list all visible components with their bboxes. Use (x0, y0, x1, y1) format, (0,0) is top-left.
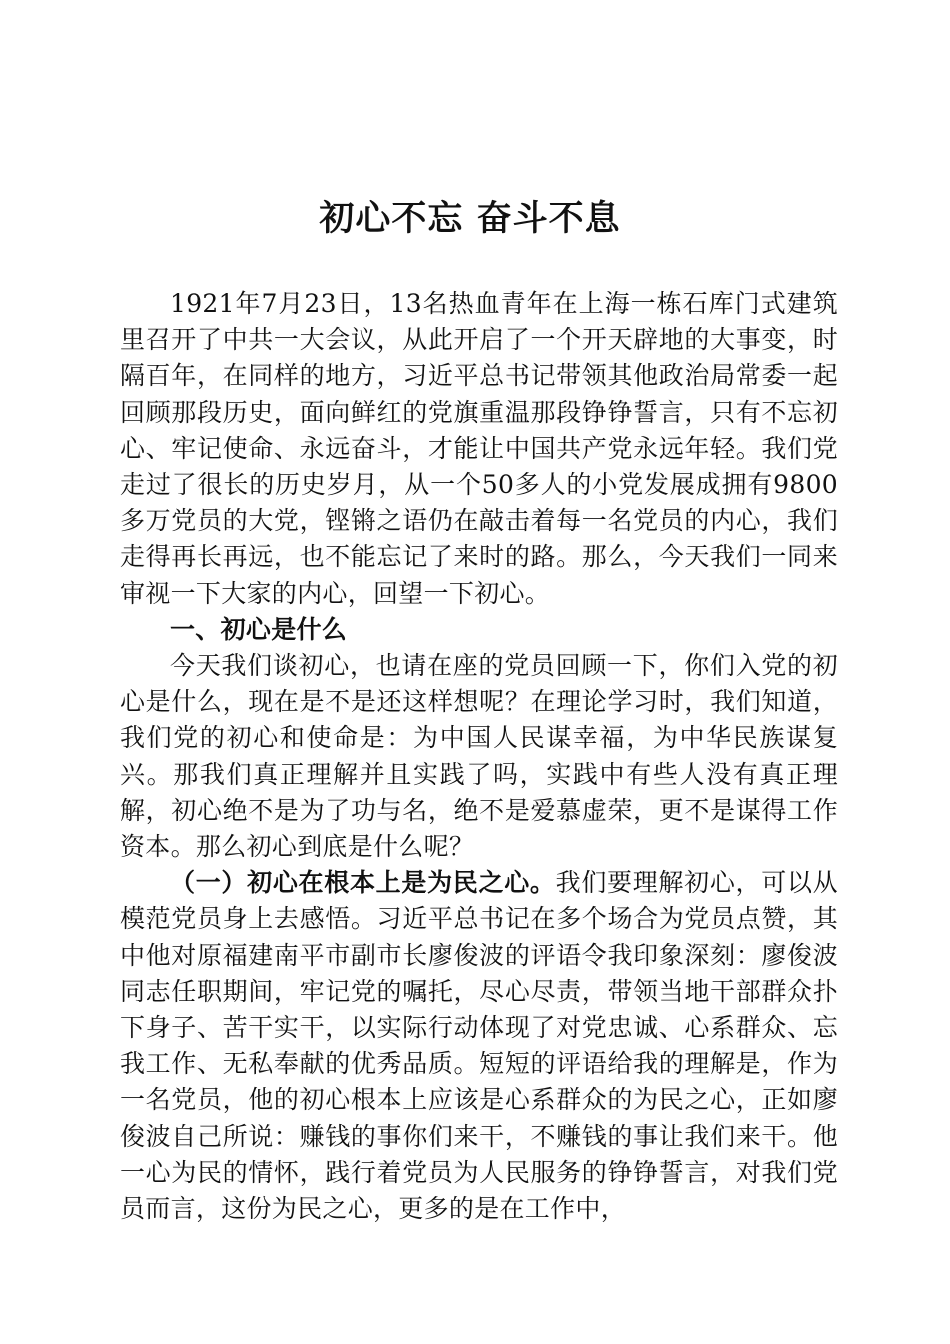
document-body (120, 286, 838, 1227)
subsection-text: 我们要理解初心，可以从模范党员身上去感悟。习近平总书记在多个场合为党员点赞，其中他对原福建南平市副市长廖俊波的评语令我印象深刻：廖俊波同志任职期间，牢记党的嘱托，尽心尽责，带领当地干部群众扑下身子、苦干实干，以实际行动体现了对党忠诚、心系群众、忘我工作、无私奉献的优秀品质。短短的评语给我的理解是，作为一名党员，他的初心根本上应该是心系群众的为民之心，正如廖俊波自己所说：赚钱的事你们来干，不赚钱的事让我们来干。他一心为民的情怀，践行着党员为人民服务的铮铮誓言，对我们党员而言，这份为民之心，更多的是在工作中， (120, 868, 838, 1224)
paragraph-intro: 1921年7月23日，13名热血青年在上海一栋石库门式建筑里召开了中共一大会议，从此开启了一个开天辟地的大事变，时隔百年，在同样的地方，习近平总书记带领其他政治局常委一起回顾那段历史，面向鲜红的党旗重温那段铮铮誓言，只有不忘初心、牢记使命、永远奋斗，才能让中国共产党永远年轻。我们党走过了很长的历史岁月，从一个50多人的小党发展成拥有9800多万党员的大党，铿锵之语仍在敲击着每一名党员的内心，我们走得再长再远，也不能忘记了来时的路。那么，今天我们一同来审视一下大家的内心，回望一下初心。 (120, 289, 838, 608)
paragraph-subsection1 (120, 865, 838, 1227)
subsection-heading: （一）初心在根本上是为民之心。 (170, 868, 556, 898)
section-heading: 一、初心是什么 (170, 614, 348, 644)
paragraph-section1: 今天我们谈初心，也请在座的党员回顾一下，你们入党的初心是什么，现在是不是还这样想呢？在理论学习时，我们知道，我们党的初心和使命是：为中国人民谋幸福，为中华民族谋复兴。那我们真正理解并且实践了吗，实践中有些人没有真正理解，初心绝不是为了功与名，绝不是爱慕虚荣，更不是谋得工作资本。那么初心到底是什么呢？ (120, 651, 838, 862)
document-title: 初心不忘 奋斗不息 (319, 198, 621, 239)
